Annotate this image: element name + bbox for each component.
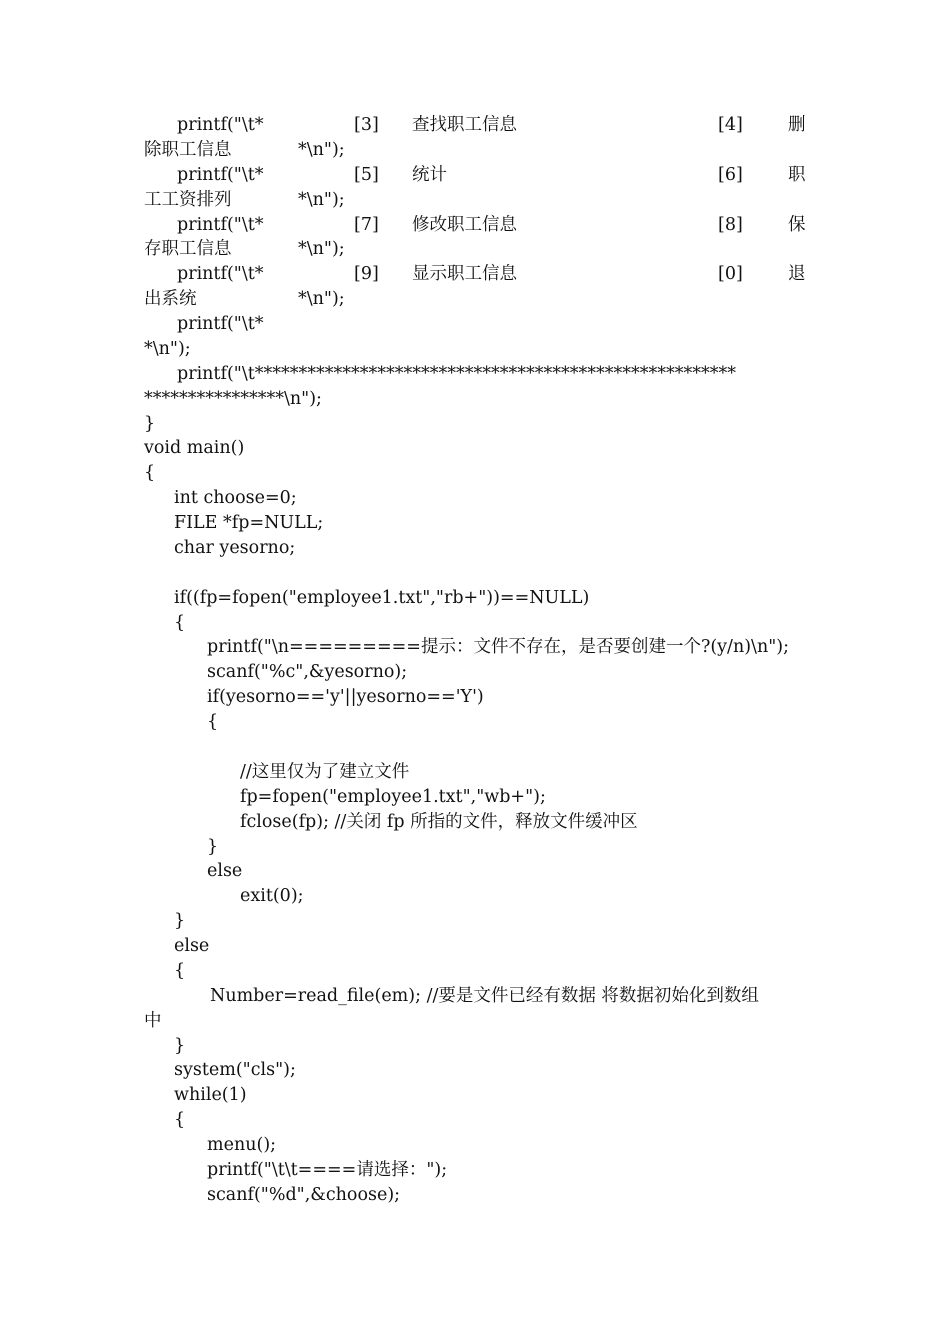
code-text: } bbox=[207, 836, 219, 857]
code-text: *\n"); bbox=[298, 139, 345, 160]
code-line bbox=[0, 635, 950, 660]
code-line bbox=[0, 138, 950, 163]
code-line bbox=[0, 984, 950, 1009]
code-text: 显示职工信息 bbox=[412, 264, 517, 285]
code-line bbox=[0, 785, 950, 810]
code-text: 存职工信息 bbox=[144, 239, 232, 260]
code-text: printf("\t* bbox=[177, 214, 264, 235]
code-line bbox=[0, 586, 950, 611]
code-line bbox=[0, 362, 950, 387]
code-text: printf("\t\t====请选择："); bbox=[207, 1159, 448, 1180]
code-line bbox=[0, 436, 950, 461]
code-text: 统计 bbox=[412, 164, 447, 185]
code-text: [8] bbox=[718, 214, 743, 235]
code-line bbox=[0, 287, 950, 312]
code-text: printf("\t* bbox=[177, 264, 264, 285]
code-text: if(yesorno=='y'||yesorno=='Y') bbox=[207, 687, 484, 708]
code-line bbox=[0, 685, 950, 710]
code-text: if((fp=fopen("employee1.txt","rb+"))==NULL) bbox=[174, 587, 590, 608]
code-text: [6] bbox=[718, 164, 743, 185]
code-text: } bbox=[144, 413, 156, 434]
code-line bbox=[0, 536, 950, 561]
code-line bbox=[0, 660, 950, 685]
code-text: } bbox=[174, 1035, 186, 1056]
code-line bbox=[0, 113, 950, 138]
code-line bbox=[0, 835, 950, 860]
code-text: scanf("%c",&yesorno); bbox=[207, 662, 408, 683]
code-text: 删 bbox=[788, 115, 806, 135]
code-text: exit(0); bbox=[240, 886, 304, 907]
code-text: { bbox=[144, 463, 156, 484]
code-text: int choose=0; bbox=[174, 488, 297, 509]
code-line bbox=[0, 859, 950, 884]
code-text: void main() bbox=[144, 438, 245, 459]
code-line bbox=[0, 213, 950, 238]
code-text: 查找职工信息 bbox=[412, 115, 517, 135]
code-line bbox=[0, 735, 950, 760]
code-line bbox=[0, 1058, 950, 1083]
code-text: printf("\t* bbox=[177, 314, 264, 335]
code-text: printf("\t* bbox=[177, 164, 264, 185]
code-line bbox=[0, 188, 950, 213]
code-text: 中 bbox=[144, 1010, 162, 1031]
code-text: while(1) bbox=[174, 1085, 247, 1106]
code-text: printf("\t* bbox=[177, 115, 264, 135]
code-text: system("cls"); bbox=[174, 1060, 296, 1081]
code-text: { bbox=[174, 1110, 186, 1131]
code-text: else bbox=[174, 936, 210, 957]
code-line bbox=[0, 1034, 950, 1059]
code-text: //这里仅为了建立文件 bbox=[240, 761, 410, 782]
code-text: [5] bbox=[354, 164, 379, 185]
code-text: { bbox=[174, 960, 186, 981]
code-text: char yesorno; bbox=[174, 537, 296, 558]
code-line bbox=[0, 561, 950, 586]
code-text: *\n"); bbox=[298, 289, 345, 310]
code-text: { bbox=[207, 712, 219, 733]
code-text: 工工资排列 bbox=[144, 189, 232, 210]
code-line bbox=[0, 1158, 950, 1183]
code-line bbox=[0, 337, 950, 362]
code-text: Number=read_file(em); //要是文件已经有数据 将数据初始化到数组 bbox=[210, 985, 759, 1006]
code-line bbox=[0, 1108, 950, 1133]
code-line bbox=[0, 909, 950, 934]
code-text: 职 bbox=[788, 164, 806, 185]
code-line bbox=[0, 461, 950, 486]
code-line bbox=[0, 163, 950, 188]
code-line bbox=[0, 884, 950, 909]
code-text: { bbox=[174, 612, 186, 633]
code-text: [4] bbox=[718, 115, 743, 135]
code-line bbox=[0, 760, 950, 785]
code-text: [3] bbox=[354, 115, 379, 135]
code-text: [7] bbox=[354, 214, 379, 235]
code-text: *\n"); bbox=[298, 189, 345, 210]
code-text: fclose(fp); //关闭 fp 所指的文件，释放文件缓冲区 bbox=[240, 811, 638, 832]
code-text: FILE *fp=NULL; bbox=[174, 513, 324, 534]
code-text: *\n"); bbox=[144, 338, 191, 359]
code-line bbox=[0, 262, 950, 287]
code-line bbox=[0, 1009, 950, 1034]
code-line bbox=[0, 959, 950, 984]
code-text: 保 bbox=[788, 214, 806, 235]
code-line bbox=[0, 1133, 950, 1158]
code-text: ****************\n"); bbox=[144, 388, 322, 409]
code-text: menu(); bbox=[207, 1135, 277, 1156]
code-line bbox=[0, 1183, 950, 1208]
code-text: *\n"); bbox=[298, 239, 345, 260]
code-text: printf("\t******************************************************* bbox=[177, 363, 737, 384]
code-text: } bbox=[174, 911, 186, 932]
code-text: else bbox=[207, 861, 243, 882]
code-line bbox=[0, 1083, 950, 1108]
code-line bbox=[0, 611, 950, 636]
code-line bbox=[0, 511, 950, 536]
code-text: fp=fopen("employee1.txt","wb+"); bbox=[240, 786, 546, 807]
code-text: printf("\n=========提示：文件不存在，是否要创建一个?(y/n)\n"); bbox=[207, 637, 789, 658]
code-text: 除职工信息 bbox=[144, 139, 232, 160]
code-line bbox=[0, 387, 950, 412]
code-line bbox=[0, 237, 950, 262]
code-line bbox=[0, 934, 950, 959]
code-text: [9] bbox=[354, 264, 379, 285]
code-text: [0] bbox=[718, 264, 743, 285]
code-line bbox=[0, 312, 950, 337]
code-text: scanf("%d",&choose); bbox=[207, 1184, 401, 1205]
code-text: 修改职工信息 bbox=[412, 214, 517, 235]
code-line bbox=[0, 810, 950, 835]
code-line bbox=[0, 486, 950, 511]
code-text: 出系统 bbox=[144, 289, 197, 310]
code-text: 退 bbox=[788, 264, 806, 285]
code-line bbox=[0, 412, 950, 437]
code-line bbox=[0, 710, 950, 735]
